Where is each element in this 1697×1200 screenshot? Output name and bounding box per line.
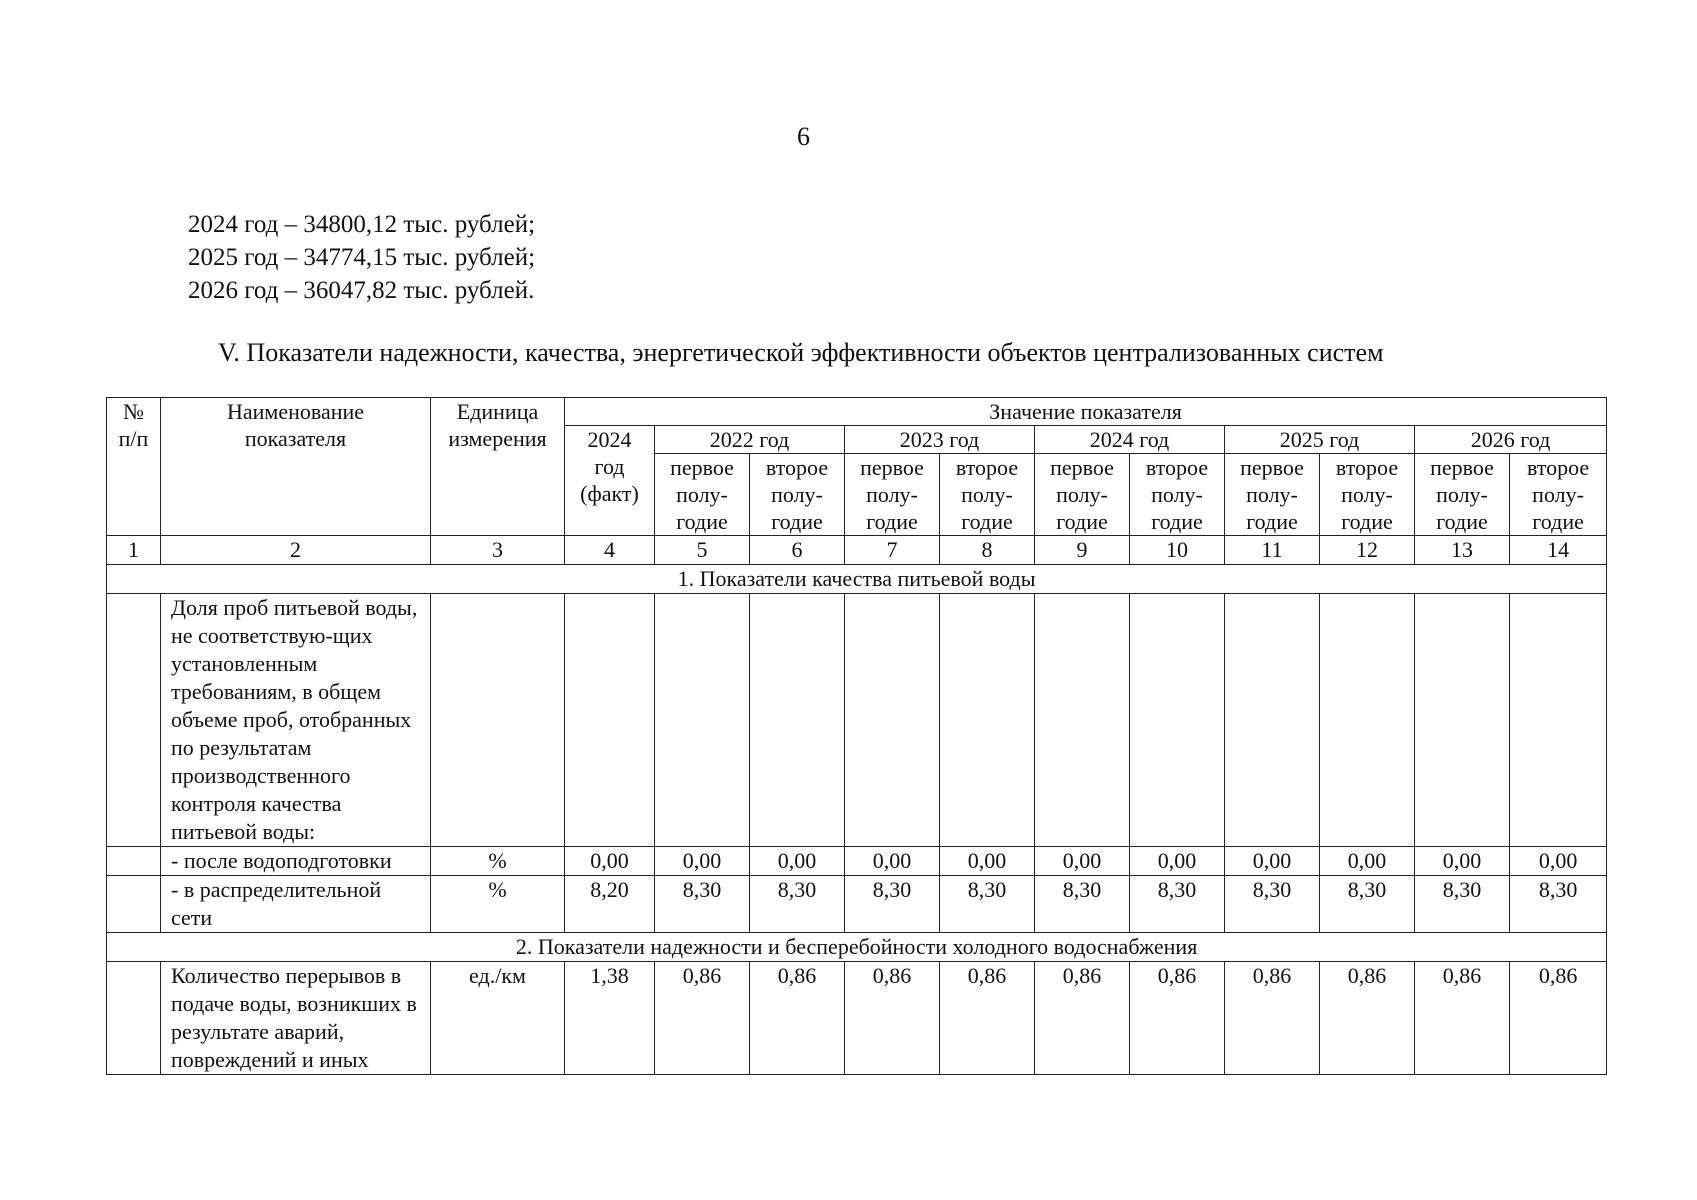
section-title: V. Показатели надежности, качества, энергетической эффективности объектов централизованных систем: [218, 338, 1384, 367]
cell-value: 0,00: [565, 847, 655, 876]
column-number: 3: [431, 536, 565, 565]
column-number: 4: [565, 536, 655, 565]
indicators-table: [106, 397, 1607, 1075]
column-number: 9: [1035, 536, 1130, 565]
column-number-row: [107, 536, 1607, 565]
cell-value: 0,86: [1510, 962, 1607, 1075]
header-first-half: первое полу- годие: [655, 454, 750, 536]
table-row: [107, 847, 1607, 876]
header-name: Наименование показателя: [161, 398, 431, 536]
cell-value: 0,00: [1035, 847, 1130, 876]
budget-line-2025: 2025 год – 34774,15 тыс. рублей;: [188, 244, 536, 271]
cell-value: 0,86: [1130, 962, 1225, 1075]
column-number: 13: [1415, 536, 1510, 565]
cell-name: Количество перерывов в подаче воды, возникших в результате аварий, повреждений и иных: [161, 962, 431, 1075]
column-number: 11: [1225, 536, 1320, 565]
page-number: 6: [797, 122, 810, 151]
cell-empty: [1320, 594, 1415, 847]
cell-value: 0,86: [655, 962, 750, 1075]
cell-value: 0,86: [940, 962, 1035, 1075]
header-num: № п/п: [107, 398, 161, 536]
column-number: 8: [940, 536, 1035, 565]
section-title-1: 1. Показатели качества питьевой воды: [107, 565, 1607, 594]
cell-value: 0,86: [845, 962, 940, 1075]
cell-num: [107, 847, 161, 876]
cell-value: 0,00: [1415, 847, 1510, 876]
cell-empty: [845, 594, 940, 847]
cell-value: 0,00: [1320, 847, 1415, 876]
cell-value: 0,00: [940, 847, 1035, 876]
cell-empty: [750, 594, 845, 847]
header-first-half: первое полу- годие: [1225, 454, 1320, 536]
column-number: 2: [161, 536, 431, 565]
cell-value: 8,30: [1510, 876, 1607, 933]
cell-name: - в распределительной сети: [161, 876, 431, 933]
header-unit: Единица измерения: [431, 398, 565, 536]
cell-value: 8,30: [655, 876, 750, 933]
cell-name: - после водоподготовки: [161, 847, 431, 876]
table-row: [107, 594, 1607, 847]
column-number: 7: [845, 536, 940, 565]
header-first-half: первое полу- годие: [1035, 454, 1130, 536]
cell-empty: [431, 594, 565, 847]
header-year: 2024 год: [1035, 426, 1225, 454]
cell-value: 8,30: [750, 876, 845, 933]
header-year: 2025 год: [1225, 426, 1415, 454]
cell-value: 0,86: [1415, 962, 1510, 1075]
table-row: [107, 876, 1607, 933]
cell-unit: ед./км: [431, 962, 565, 1075]
cell-unit: %: [431, 876, 565, 933]
cell-unit: %: [431, 847, 565, 876]
cell-value: 8,30: [1320, 876, 1415, 933]
cell-value: 0,86: [1225, 962, 1320, 1075]
header-second-half: второе полу- годие: [750, 454, 845, 536]
header-second-half: второе полу- годие: [940, 454, 1035, 536]
table-row: [107, 962, 1607, 1075]
column-number: 1: [107, 536, 161, 565]
section-row: [107, 565, 1607, 594]
cell-name: Доля проб питьевой воды, не соответствую-щих установленным требованиям, в общем объеме проб, отобранных по результатам производственного контроля качества питьевой воды:: [161, 594, 431, 847]
cell-value: 1,38: [565, 962, 655, 1075]
header-year: 2026 год: [1415, 426, 1607, 454]
header-row: [107, 398, 1607, 426]
budget-line-2026: 2026 год – 36047,82 тыс. рублей.: [188, 277, 535, 304]
cell-empty: [940, 594, 1035, 847]
section-row: [107, 933, 1607, 962]
column-number: 10: [1130, 536, 1225, 565]
cell-value: 0,86: [1035, 962, 1130, 1075]
cell-empty: [1130, 594, 1225, 847]
column-number: 12: [1320, 536, 1415, 565]
cell-value: 8,20: [565, 876, 655, 933]
header-first-half: первое полу- годие: [1415, 454, 1510, 536]
cell-value: 8,30: [1415, 876, 1510, 933]
cell-value: 0,86: [1320, 962, 1415, 1075]
header-year: 2023 год: [845, 426, 1035, 454]
cell-value: 0,00: [750, 847, 845, 876]
cell-num: [107, 594, 161, 847]
budget-line-2024: 2024 год – 34800,12 тыс. рублей;: [188, 211, 536, 238]
cell-value: 8,30: [940, 876, 1035, 933]
cell-value: 0,00: [655, 847, 750, 876]
cell-value: 0,00: [1510, 847, 1607, 876]
column-number: 6: [750, 536, 845, 565]
header-fact: 2024 год (факт): [565, 426, 655, 536]
column-number: 5: [655, 536, 750, 565]
cell-empty: [1035, 594, 1130, 847]
cell-empty: [565, 594, 655, 847]
cell-value: 8,30: [1130, 876, 1225, 933]
cell-value: 8,30: [1035, 876, 1130, 933]
column-number: 14: [1510, 536, 1607, 565]
header-second-half: второе полу- годие: [1510, 454, 1607, 536]
cell-num: [107, 962, 161, 1075]
header-second-half: второе полу- годие: [1130, 454, 1225, 536]
cell-empty: [1510, 594, 1607, 847]
cell-empty: [1415, 594, 1510, 847]
header-first-half: первое полу- годие: [845, 454, 940, 536]
header-year: 2022 год: [655, 426, 845, 454]
cell-value: 0,86: [750, 962, 845, 1075]
cell-empty: [655, 594, 750, 847]
cell-num: [107, 876, 161, 933]
section-title-2: 2. Показатели надежности и бесперебойности холодного водоснабжения: [107, 933, 1607, 962]
cell-value: 8,30: [845, 876, 940, 933]
cell-empty: [1225, 594, 1320, 847]
header-value-group: Значение показателя: [565, 398, 1607, 426]
cell-value: 0,00: [1130, 847, 1225, 876]
cell-value: 0,00: [845, 847, 940, 876]
budget-list: [188, 208, 535, 307]
cell-value: 8,30: [1225, 876, 1320, 933]
cell-value: 0,00: [1225, 847, 1320, 876]
header-second-half: второе полу- годие: [1320, 454, 1415, 536]
